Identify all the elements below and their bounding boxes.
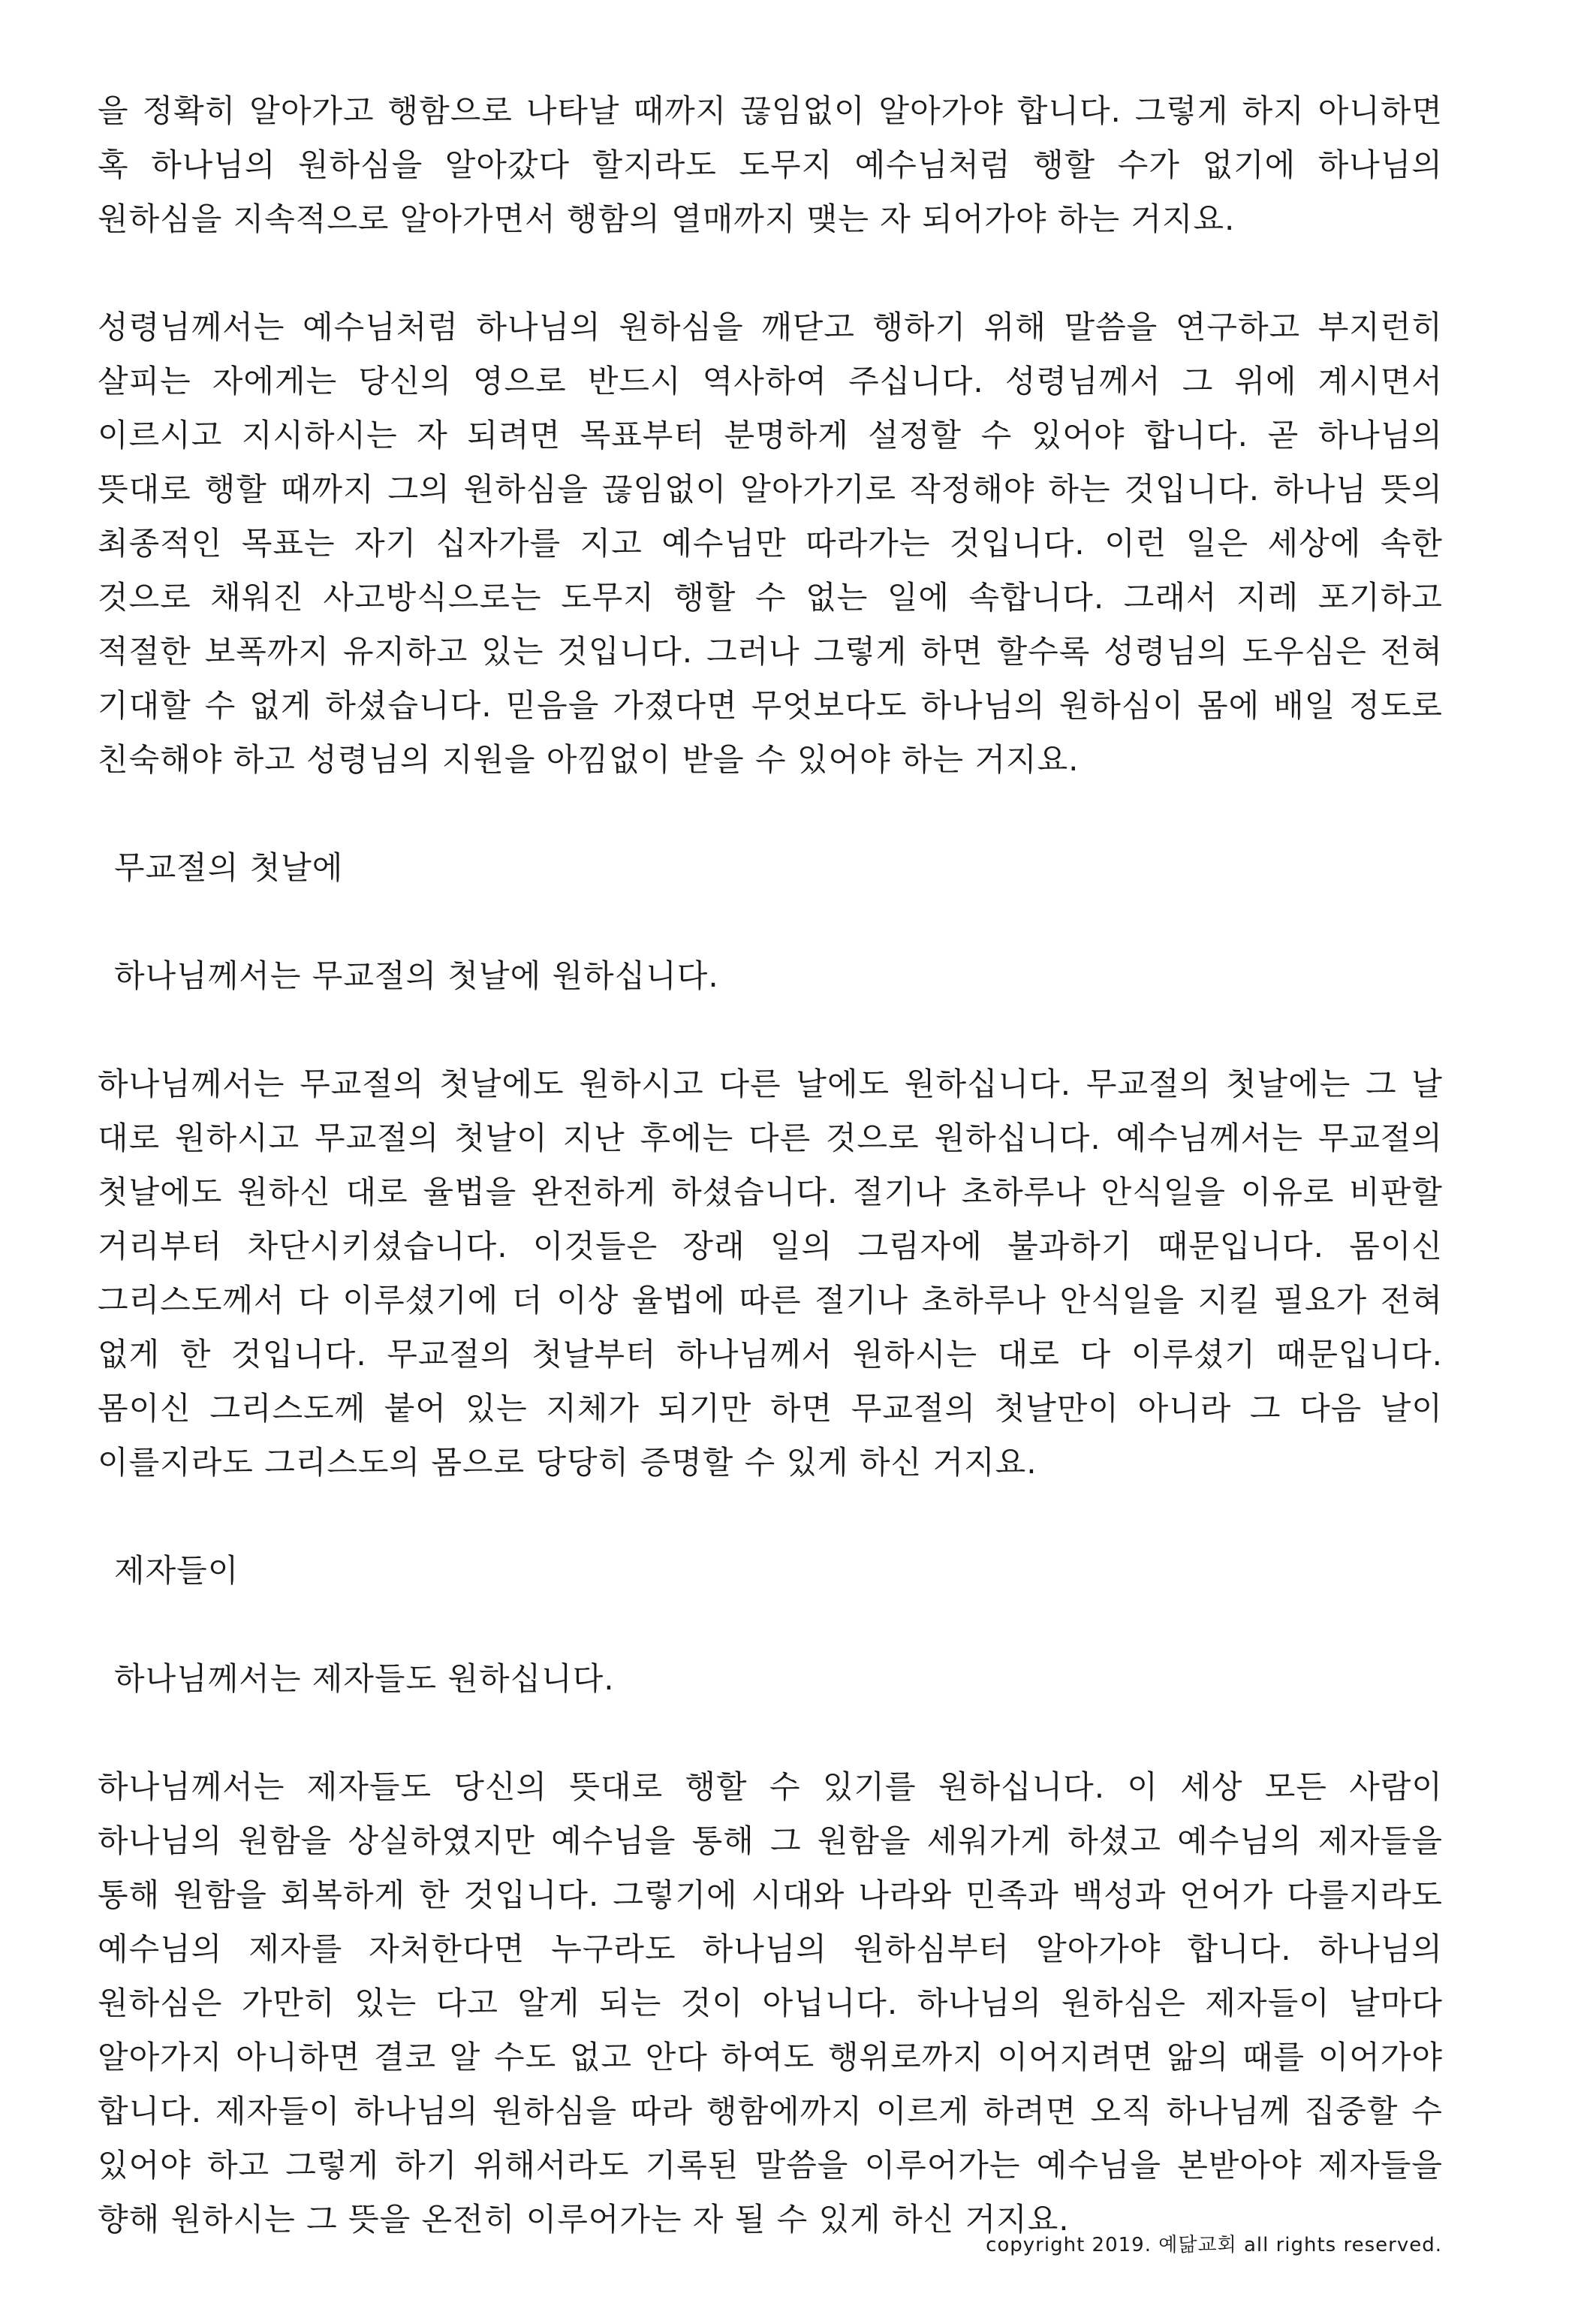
- body-paragraph: 성령님께서는 예수님처럼 하나님의 원하심을 깨닫고 행하기 위해 말씀을 연구하고 부지런히 살피는 자에게는 당신의 영으로 반드시 역사하여 주십니다. 성령님께서 그 위에 계시면서 이르시고 지시하시는 자 되려면 목표부터 분명하게 설정할 수 있어야 합니다. 곧 하나님의 뜻대로 행할 때까지 그의 원하심을 끊임없이 알아가기로 작정해야 하는 것입니다. 하나님 뜻의 최종적인 목표는 자기 십자가를 지고 예수님만 따라가는 것입니다. 이런 일은 세상에 속한 것으로 채워진 사고방식으로는 도무지 행할 수 없는 일에 속합니다. 그래서 지레 포기하고 적절한 보폭까지 유지하고 있는 것입니다. 그러나 그렇게 하면 할수록 성령님의 도우심은 전혀 기대할 수 없게 하셨습니다. 믿음을 가졌다면 무엇보다도 하나님의 원하심이 몸에 배일 정도로 친숙해야 하고 성령님의 지원을 아낌없이 받을 수 있어야 하는 거지요.: [98, 309, 1443, 778]
- section-heading: 제자들이: [114, 1552, 239, 1589]
- document-page: [98, 84, 1443, 2247]
- section-heading: 무교절의 첫날에: [114, 849, 344, 886]
- section-lead-sentence: 하나님께서는 제자들도 원하십니다.: [114, 1660, 615, 1697]
- body-paragraph: 하나님께서는 제자들도 당신의 뜻대로 행할 수 있기를 원하십니다. 이 세상 모든 사람이 하나님의 원함을 상실하였지만 예수님을 통해 그 원함을 세워가게 하셨고 예수님의 제자들을 통해 원함을 회복하게 한 것입니다. 그렇기에 시대와 나라와 민족과 백성과 언어가 다를지라도 예수님의 제자를 자처한다면 누구라도 하나님의 원하심부터 알아가야 합니다. 하나님의 원하심은 가만히 있는 다고 알게 되는 것이 아닙니다. 하나님의 원하심은 제자들이 날마다 알아가지 아니하면 결코 알 수도 없고 안다 하여도 행위로까지 이어지려면 앎의 때를 이어가야 합니다. 제자들이 하나님의 원하심을 따라 행함에까지 이르게 하려면 오직 하나님께 집중할 수 있어야 하고 그렇게 하기 위해서라도 기록된 말씀을 이루어가는 예수님을 본받아야 제자들을 향해 원하시는 그 뜻을 온전히 이루어가는 자 될 수 있게 하신 거지요.: [98, 1768, 1443, 2238]
- body-paragraph: 하나님께서는 무교절의 첫날에도 원하시고 다른 날에도 원하십니다. 무교절의 첫날에는 그 날 대로 원하시고 무교절의 첫날이 지난 후에는 다른 것으로 원하십니다. 예수님께서는 무교절의 첫날에도 원하신 대로 율법을 완전하게 하셨습니다. 절기나 초하루나 안식일을 이유로 비판할 거리부터 차단시키셨습니다. 이것들은 장래 일의 그림자에 불과하기 때문입니다. 몸이신 그리스도께서 다 이루셨기에 더 이상 율법에 따른 절기나 초하루나 안식일을 지킬 필요가 전혀 없게 한 것입니다. 무교절의 첫날부터 하나님께서 원하시는 대로 다 이루셨기 때문입니다. 몸이신 그리스도께 붙어 있는 지체가 되기만 하면 무교절의 첫날만이 아니라 그 다음 날이 이를지라도 그리스도의 몸으로 당당히 증명할 수 있게 하신 거지요.: [98, 1066, 1443, 1481]
- section-lead-sentence: 하나님께서는 무교절의 첫날에 원하십니다.: [114, 957, 719, 994]
- body-paragraph: 을 정확히 알아가고 행함으로 나타날 때까지 끊임없이 알아가야 합니다. 그렇게 하지 아니하면 혹 하나님의 원하심을 알아갔다 할지라도 도무지 예수님처럼 행할 수가 없기에 하나님의 원하심을 지속적으로 알아가면서 행함의 열매까지 맺는 자 되어가야 하는 거지요.: [98, 92, 1443, 237]
- copyright-footer: copyright 2019. 예닮교회 all rights reserved.: [986, 2234, 1442, 2256]
